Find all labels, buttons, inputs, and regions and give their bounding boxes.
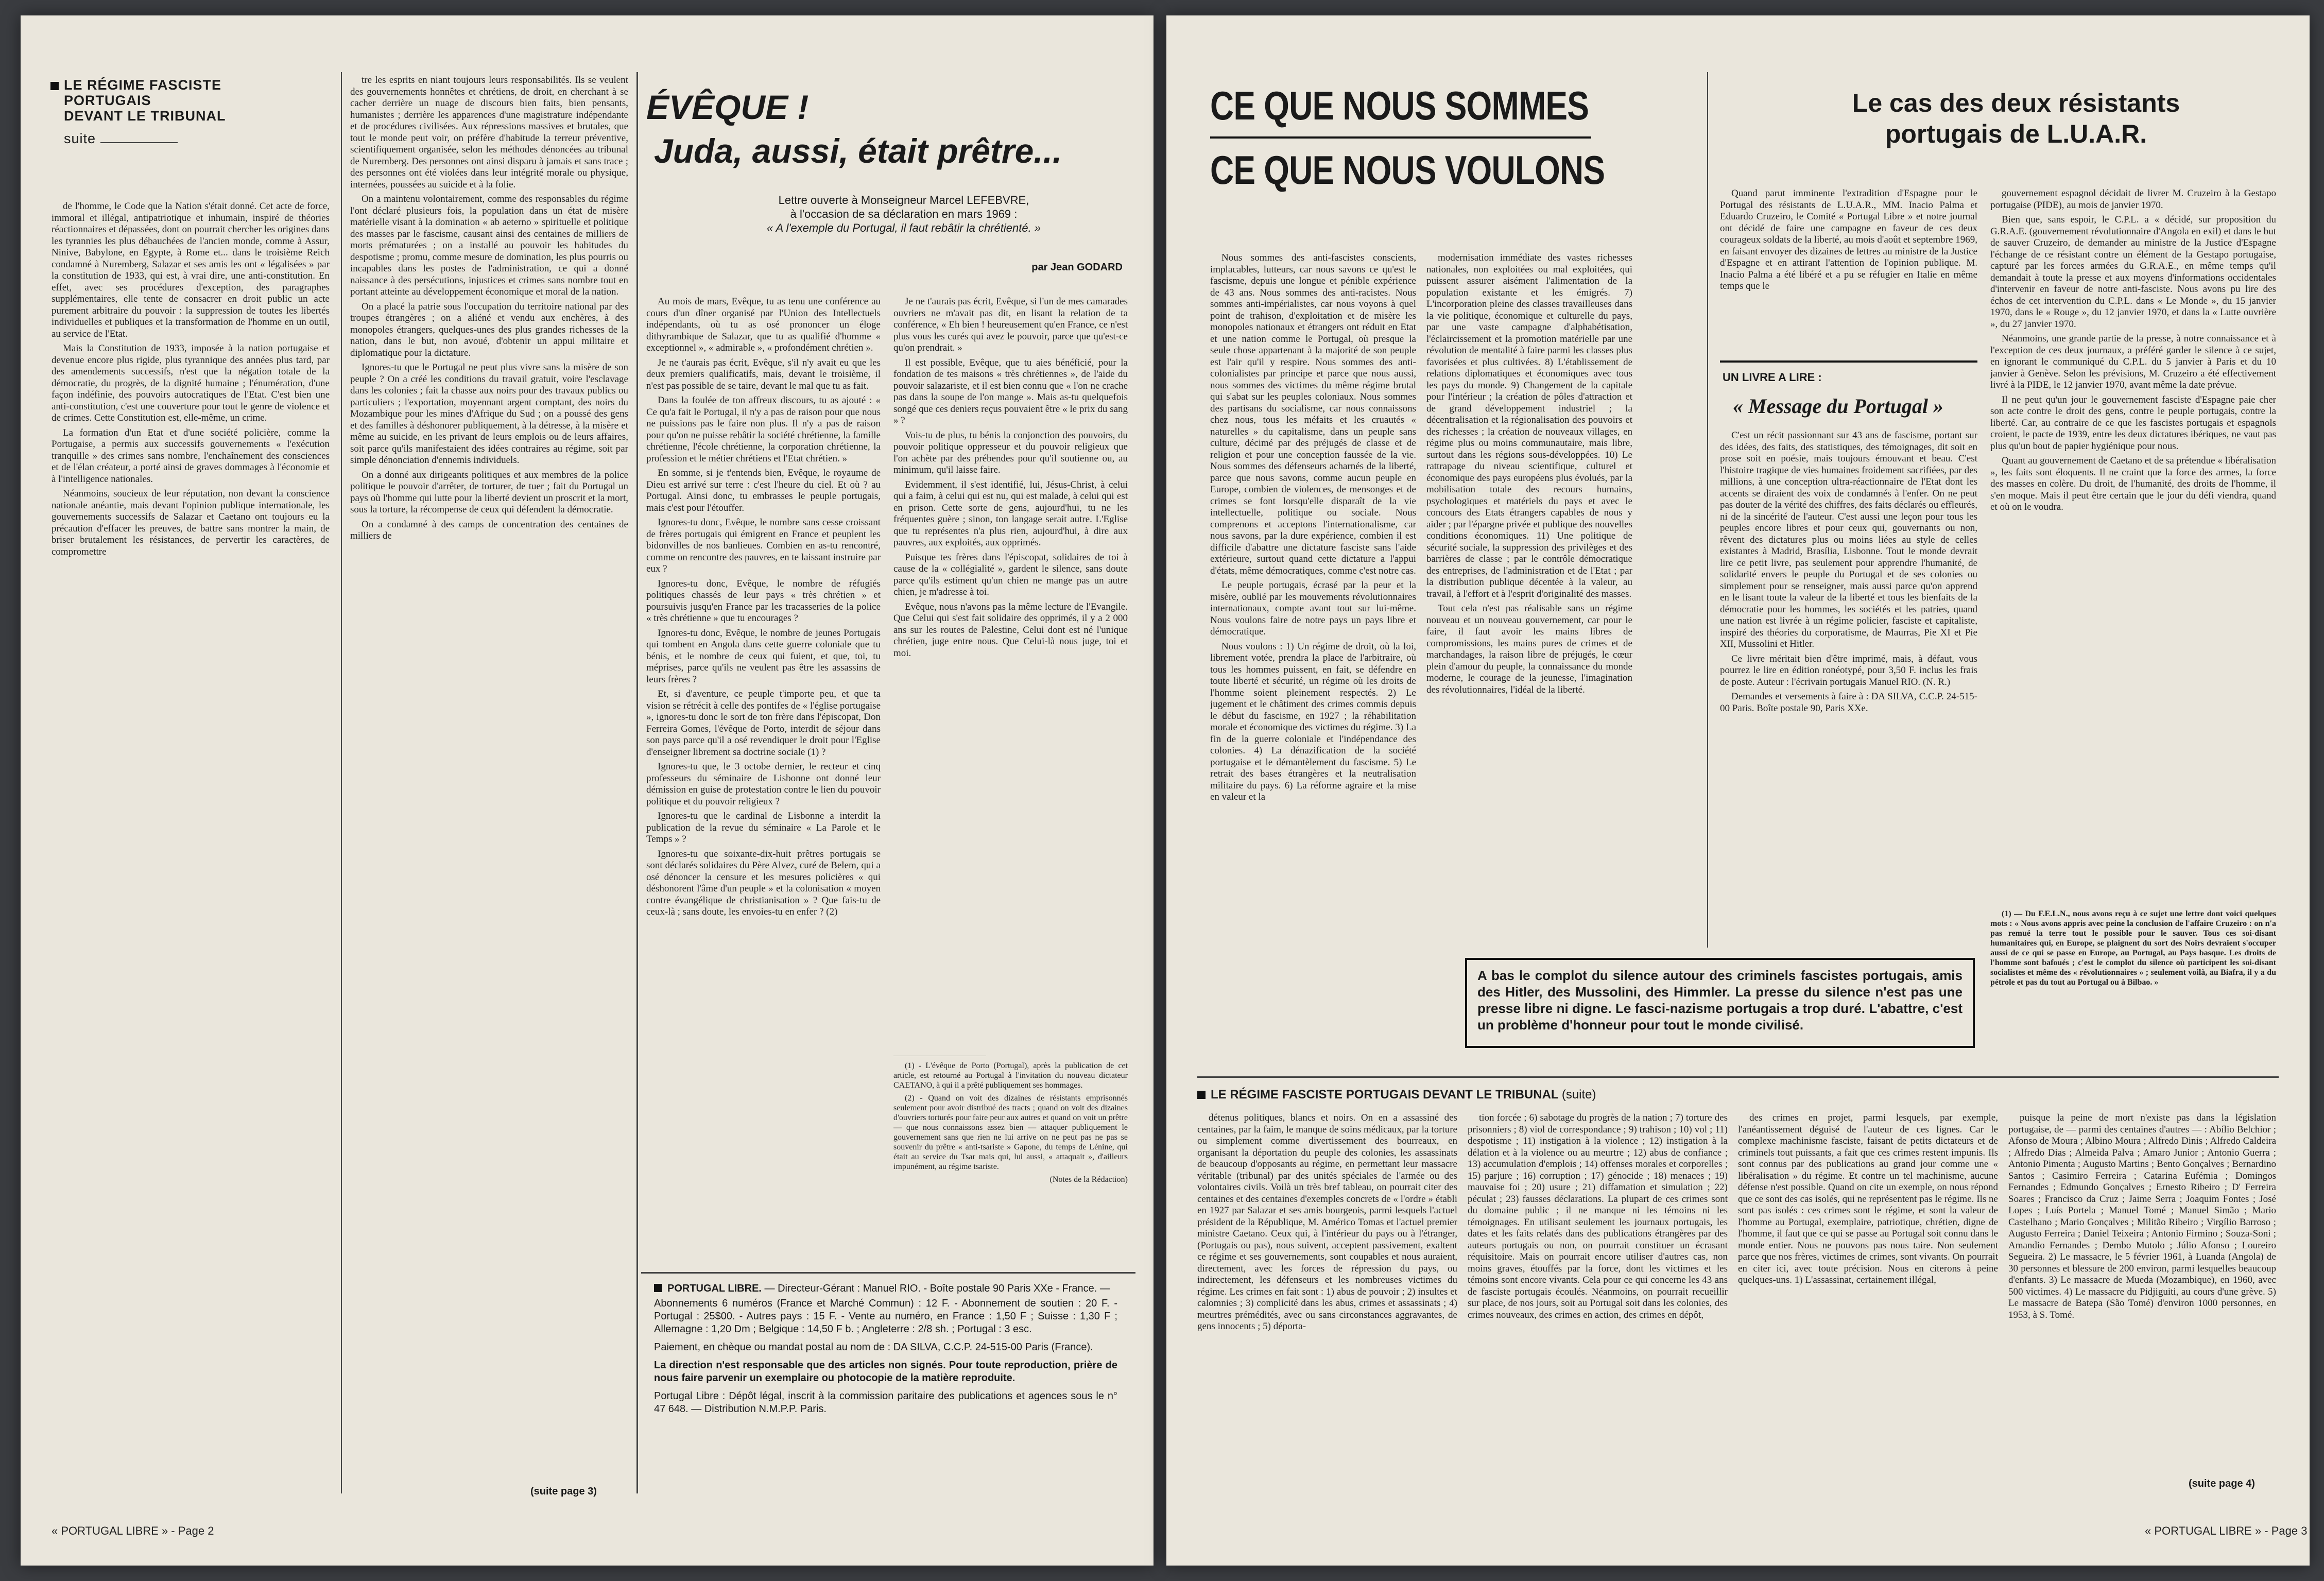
book-label: UN LIVRE A LIRE :: [1723, 371, 1822, 384]
column-divider: [1707, 72, 1708, 948]
eveque-footnotes: (1) - L'évêque de Porto (Portugal), après la publication de cet article, est retourné au Portugal à l'invitation du nouveau dictateur CAETANO, à qui il a prêté publiquement ses hommages. (2) - Quand on voit des dizaines de résistants emprisonnés seulement pour avoir distribué des tracts ; quand on voit des dizaines d'ouvriers torturés pour faire peur aux autres et quand on voit un prêtre — que nous connaissons assez bien — attaquer publiquement le gouvernement sans que rien ne lui arrive on ne peut pas ne pas se souvenir du prêtre « anti-tsariste » Gapone, du temps de Lénine, qui était au service du Tsar mais qui, lui aussi, « attaquait », d'ailleurs impunément, au régime tsariste. (Notes de la Rédaction): [893, 1061, 1128, 1184]
continued-notice: (suite page 3): [530, 1486, 597, 1497]
main-title: CE QUE NOUS SOMMES: [1210, 83, 1589, 128]
page-folio: « PORTUGAL LIBRE » - Page 2: [51, 1524, 214, 1537]
article-intro: Lettre ouverte à Monseigneur Marcel LEFEBVRE, à l'occasion de sa déclaration en mars 1969 : « A l'exemple du Portugal, il faut rebâtir la chrétienté. »: [766, 194, 1041, 234]
article-title-eveque: ÉVÊQUE !: [646, 88, 809, 126]
main-subtitle: CE QUE NOUS VOULONS: [1210, 147, 1605, 193]
luar-column-2: gouvernement espagnol décidait de livrer M. Cruzeiro à la Gestapo portugaise (PIDE), au mois de janvier 1970. Bien que, sans espoir, le C.P.L. a « décidé, sur proposition du G.R.A.E. (gouvernement révolutionnaire d'Angola en exil) et dans le but de sauver Cruzeiro, de demander au ministre de la Justice d'Espagne l'échange de ce résistant contre un élément de la Gestapo portugaise, capturé par les forces armées du G.R.A.E., en même temps qu'il demandait à toute la presse et aux moyens d'informations occidentales d'intervenir en faveur de notre anti-fasciste. Nous avons pu lire des échos de cet intervention du C.P.L. dans « Le Monde », du 15 janvier 1970, dans le « Rouge », du 12 janvier 1970, et dans la « Lutte ouvrière », du 27 janvier 1970. Néanmoins, une grande partie de la presse, à notre connaissance et à l'exception de ces deux journaux, a préféré garder le silence à ce sujet, en ignorant le communiqué du C.P.L. du 5 janvier à Paris et du 10 janvier à Genève. Selon les prévisions, M. Cruzeiro a été effectivement livré à la PIDE, le 12 janvier 1970, avant même la date prévue. Il ne peut qu'un jour le gouvernement fasciste d'Espagne paie cher son acte contre le droit des gens, contre le peuple portugais, contre la liberté. Car, au contraire de ce que les fascistes portugais et espagnols croient, le pacte de 1939, entre les deux dictatures ibériques, ne vaut pas plus qu'un bout de papier hygiénique pour nous. Quant au gouvernement de Caetano et de sa prétendue « libéralisation », les faits sont éloquents. Il ne craint que la force des armes, la force des masses en colère. Du droit, de l'humanité, des droits de l'homme, il s'en moque. Mais il peut être certain que le jour du défi viendra, quand et où on le voudra.: [1990, 188, 2276, 512]
book-rule: [1720, 360, 1977, 363]
book-text: C'est un récit passionnant sur 43 ans de fascisme, portant sur des idées, des faits, des statistiques, des témoignages, dit soit en prose soit en poésie, mais toujours émouvant et beau. C'est l'histoire tragique de vies humaines froidement sacrifiées, par des millions, à une conception ultra-réactionnaire de l'Etat dont les accents se diraient des voix de condamnés à l'enfer. On ne peut pas douter de la vérité des chiffres, des faits déclarés ou effleurés, ni de la sincérité de l'auteur. C'est aussi une leçon pour tous les peuples encore libres et pour ceux qui, gouvernants ou non, rêvent des dictatures plus ou moins liées au style de celles existantes à Madrid, Brasília, Lisbonne. Tout le monde devrait lire ce petit livre, pas seulement pour apprendre l'humanité, de solidarité envers le peuple du Portugal et de ses colonies ou simplement pour se renseigner, mais aussi parce qu'on apprend en le lisant toute la valeur de la liberté et tous les bienfaits de la démocratie pour les hommes, les sociétés et les patries, quand une nation est livrée à un régime policier, fasciste et capitaliste, inspiré des théories du corporatisme, de Maurras, Pie XI et Pie XII, Mussolini et Hitler. Ce livre méritait bien d'être imprimé, mais, à défaut, vous pourrez le lire en édition ronéotypé, pour 3,50 F. inclus les frais de poste. Auteur : l'écrivain portugais Manuel RIO. (N. R.) Demandes et versements à faire à : DA SILVA, C.C.P. 24-515-00 Paris. Boîte postale 90, Paris XXe.: [1720, 430, 1977, 714]
section-rule: [1197, 1076, 2279, 1078]
square-bullet-icon: [1197, 1091, 1206, 1099]
tribunal-column-2: tion forcée ; 6) sabotage du progrès de la nation ; 7) torture des prisonniers ; 8) viol de correspondance ; 9) trahison ; 10) vol ; 11) despotisme ; 11) instigation à la violence ; 12) instigation à la délation et à la violence ou au meurtre ; 12) abus de confiance ; 13) accumulation d'emplois ; 14) offenses morales et corporelles ; 15) parjure ; 16) corruption ; 17) génocide ; 18) menaces ; 19) mauvaise foi ; 20) usure ; 21) diffamation et simulation ; 22) péculat ; 23) fausses déclarations. La plupart de ces crimes sont du domaine public ; il ne manque ni les témoins ni les témoignages. En utilisant seulement les journaux portugais, les dates et les faits relatés dans des publications étrangères par des auteurs portugais ou non, on pourrait constituer un écrasant réquisitoire. Mais on pourrait encore utiliser d'autres cas, non moins graves, étouffés par la force, dont les victimes et les témoins sont encore vivants. Cela pour ce qui concerne les 43 ans de fasciste portugais écoulés. Néanmoins, on pourrait recueillir sur place, de nos jours, soit au Portugal soit dans les colonies, des crimes nouveaux, des crimes en action, des crimes en dépôt,: [1468, 1112, 1728, 1320]
eveque-column-1: Au mois de mars, Evêque, tu as tenu une conférence au cours d'un dîner organisé par l'Union des Intellectuels indépendants, où tu as osé prononcer un éloge dithyrambique de Salazar, que tu as qualifié d'homme « exceptionnel », « admirable », « profondément chrétien ». Je ne t'aurais pas écrit, Evêque, s'il n'y avait eu que les deux premiers qualificatifs, mais, devant le troisième, il n'est pas possible de se taire, devant le mal que tu as fait. Dans la foulée de ton affreux discours, tu as ajouté : « Ce qu'a fait le Portugal, il n'y a pas de raison pour que nous ne puissions pas le faire non plus. Il n'y a pas de raison pour qu'on ne puisse rebâtir la société chrétienne, la famille chrétienne, l'école chrétienne, la corporation chrétienne, la profession et le métier chrétiens et l'Etat chrétien. » En somme, si je t'entends bien, Evêque, le royaume de Dieu est arrivé sur terre : c'est l'heure du ciel. Et où ? au Portugal. Ainsi donc, tu embrasses le peuple portugais, mais c'est pour l'étouffer. Ignores-tu donc, Evêque, le nombre sans cesse croissant de frères portugais qui émigrent en France et peuplent les bidonvilles de nos banlieues. Combien en as-tu rencontré, comme on rencontre des pauvres, en te laissant instruire par eux ? Ignores-tu donc, Evêque, le nombre de réfugiés politiques chassés de leur pays « très chrétien » et poursuivis jusqu'en France par les tracasseries de la police « très chrétienne » que tu encourages ? Ignores-tu donc, Evêque, le nombre de jeunes Portugais qui tombent en Angola dans cette guerre coloniale que tu bénis, et le nombre de ceux qui fuient, et que, toi, tu méprises, parce qu'ils ne veulent pas être les assassins de leurs frères ? Et, si d'aventure, ce peuple t'importe peu, et que ta vision se rétrécit à celle des pontifes de « l'église portugaise », ignores-tu donc le sort de ton frère dans l'épiscopat, Don Ferreira Gomes, l'évêque de Porto, interdit de séjour dans son pays parce qu'il a osé revendiquer le droit pour l'Eglise d'enseigner librement sa doctrine sociale (1) ? Ignores-tu que, le 3 octobe dernier, le recteur et cinq professeurs du séminaire de Lisbonne ont donné leur démission en guise de protestation contre le lien du pouvoir politique et du pouvoir religieux ? Ignores-tu que le cardinal de Lisbonne a interdit la publication de la revue du séminaire « La Parole et le Temps » ? Ignores-tu que soixante-dix-huit prêtres portugais se sont déclarés solidaires du Père Alvez, curé de Belem, qui a osé dénoncer la censure et les mesures policières « qui déshonorent l'âme d'un peuple » et la colonisation « moyen contre évangélique de christianisation » ? Que fais-tu de ceux-là ; sans doute, les envoies-tu en enfer ? (2): [646, 296, 881, 917]
tribunal-column-1: détenus politiques, blancs et noirs. On en a assassiné des centaines, par la faim, le manque de soins médicaux, par la torture ou simplement comme divertissement des bourreaux, en organisant la déportation du peuple des colonies, les assassinats de beaucoup d'opposants au régime, en permettant leur massacre véritable (tribunal) par des unités spéciales de l'armée ou des volontaires civils. Voilà un très bref tableau, on pourrait citer des centaines et des centaines d'exemples concrets de « l'ordre » établi en 1927 par Salazar et ses amis bourgeois, parmi lesquels l'actuel président de la République, M. Américo Tomas et l'actuel premier ministre Caetano. Ceux qui, à l'intérieur du pays ou à l'étranger, (Portugais ou pas), nous suivent, acceptent passivement, exaltent ce régime et ses gouvernements, sont coupables et nous auraient, directement, avec les forces de répression du pays, ou indirectement, les défenseurs et les nombreuses victimes du régime. Les crimes en fait sont : 1) abus de pouvoir ; 2) insultes et calomnies ; 3) complicité dans les abus, crimes et assassinats ; 4) meurtres prémédités, avec ou sans circonstances aggravantes, de gens innocents ; 5) déporta-: [1197, 1112, 1457, 1332]
sommes-column-2: modernisation immédiate des vastes richesses nationales, non exploitées ou mal exploitées, qui puissent assurer aisément l'alimentation de la population existante et les émigrés. 7) L'incorporation pleine des classes travailleuses dans la vie politique, économique et culturelle du pays, par une vaste campagne d'alphabétisation, l'éclaircissement et la promotion matérielle par une révolution de mentalité à faire parmi les classes plus favorisées et plus cultivées. 8) L'établissement de relations diplomatiques et économiques avec tous les pays du monde. 9) Changement de la capitale pour l'intérieur ; la création de pôles d'attraction et de grand développement industriel ; la décentralisation et la régionalisation des pouvoirs et des richesses ; la création de nouveaux villages, en régime plus ou moins communautaire, mais libre, surtout dans les régions sous-développées. 10) Le rattrapage du niveau scientifique, culturel et économique des pays européens plus évolués, par la mobilisation totale des recours humains, psychologiques et matériels du pays et avec le concours des Etats étrangers capables de nous y aider ; par l'épargne privée et publique des nouvelles conditions économiques. 11) Une politique de sécurité sociale, la suppression des privilèges et des barrières de classe ; par le contrôle démocratique des entreprises, de l'administration et de l'Etat ; par la distribution publique décentée à la valeur, au travail, à l'effort et à l'esprit d'originalité des masses. Tout cela n'est pas réalisable sans un régime nouveau et un nouveau gouvernement, car pour le faire, il faut avoir les mains libres de compromissions, les mains pures de crimes et de marchandages, la raison libre de préjugés, le cœur plein d'amour du peuple, la connaissance du monde moderne, le courage de la jeunesse, l'imagination des révolutionnaires, l'idéal de la liberté.: [1426, 252, 1632, 695]
article-heading: LE RÉGIME FASCISTE PORTUGAIS DEVANT LE TRIBUNAL suite: [50, 77, 349, 146]
tribunal-column-4: puisque la peine de mort n'existe pas dans la législation portugaise, de — parmi des centaines d'autres — : Abílio Belchior ; Afonso de Moura ; Albino Moura ; Alfredo Dinis ; Alfredo Caldeira ; Alfredo Dias ; Almeida Palva ; Amaro Junior ; Antonio Guerra ; Antonio Pimenta ; Augusto Martins ; Bento Gonçalves ; Bernardino Santos ; Casimiro Ferreira ; Catarina Eufémia ; Domingos Fernandes ; Edmundo Gonçalves ; Ernesto Ribeiro ; D' Ferreira Soares ; Francisco da Cruz ; Jaime Serra ; Joaquim Fontes ; José Lopes ; Luís Portela ; Manuel Tomé ; Manuel Simão ; Mario Castelhano ; Mario Gonçalves ; Militão Ribeiro ; Virgílio Barroso ; Augusto Ferreira ; Daniel Teixeira ; Antonio Firmino ; Souza-Soni ; Amandio Fernandes ; Dembo Mutolo ; Júlio Afonso ; Loureiro Segueira. 2) Le massacre, le 5 février 1961, à Luanda (Angola) de 30 personnes et blessure de 200 environ, parmi lesquelles beaucoup d'enfants. 3) Le massacre de Mueda (Mozambique), en 1960, avec 500 victimes. 4) Le massacre du Pidjiguiti, au cours d'une grève. 5) Le massacre de Batepa (São Tomé) d'environ 1000 personnes, en 1953, à S. Tomé.: [2008, 1112, 2276, 1320]
article1-column-2: tre les esprits en niant toujours leurs responsabilités. Ils se veulent des gouvernements honnêtes et chrétiens, de droit, en cherchant à se cacher derrière un nuage de discours bien faits, bien pensants, humanistes ; derrière les apparences d'une magistrature indépendante et de procédures civilisées. Aux répressions massives et brutales, que tout le monde peut voir, on préfère d'habitude la terreur préventive, scientifiquement organisée, selon les méthodes dénoncées au tribunal de Nuremberg. Des personnes ont ainsi disparu à jamais et sans trace ; des personnes ont été violées dans leur intégrité morale ou physique, internées, poussées au suicide et à la folie. On a maintenu volontairement, comme des responsables du régime l'ont déclaré plusieurs fois, la population dans un état de misère matérielle visant à la domination « ab aeterno » spirituelle et politique des masses par le fascisme, causant ainsi des centaines de milliers de morts prématurées ; on a installé au pouvoir les habitudes du despotisme ; promu, comme mesure de domination, les plus pourris ou incapables dans les postes de l'administration, ce qui a donné naissance à des persécutions, injustices et crimes sans nombre tout en portant atteinte au développement économique et moral de la nation. On a placé la patrie sous l'occupation du territoire national par des troupes étrangères ; on a aliéné et vendu aux enchères, à des monopoles étrangers, quelques-unes des plus grandes richesses de la nation, dans le but, non avoué, d'obtenir un appui militaire et diplomatique pour la dictature. Ignores-tu que le Portugal ne peut plus vivre sans la misère de son peuple ? On a créé les conditions du travail gratuit, voire l'esclavage dans les colonies ; fait la chasse aux noirs pour des travaux publics ou particuliers ; l'exportation, moyennant argent comptant, des noirs du Mozambique pour les mines d'Afrique du Sud ; on a poussé des gens et des familles à déshonorer publiquement, à la détresse, à la misère et même au suicide, en les privant de leurs emplois ou de leurs affaires, soit parce qu'ils manifestaient des idées contraires au régime, soit par simple dénonciation d'ennemis individuels. On a donné aux dirigeants politiques et aux membres de la police politique le pouvoir d'arrêter, de torturer, de tuer ; fait du Portugal un pays où l'homme qui lutte pour la liberté devient un proscrit et la mort, sous la torture, la récompense de ceux qui défendent la démocratie. On a condamné à des camps de concentration des centaines de milliers de: [350, 75, 628, 541]
newspaper-page-2: [21, 15, 1154, 1566]
article-subtitle: Juda, aussi, était prêtre...: [654, 132, 1062, 170]
title-rule: [1210, 136, 1591, 139]
continued-notice: (suite page 4): [2189, 1478, 2255, 1489]
page-folio: « PORTUGAL LIBRE » - Page 3: [2145, 1524, 2308, 1537]
eveque-column-2: Je ne t'aurais pas écrit, Evêque, si l'un de mes camarades ouvriers ne m'avait pas dit, en lisant la relation de ta conférence, « Eh bien ! heureusement qu'en France, ce n'est plus vous les curés qui avez le pouvoir, parce que qu'est-ce qu'on prendrait. » Il est possible, Evêque, que tu aies bénéficié, pour la fondation de tes maisons « très chrétiennes », de l'aide du pouvoir salazariste, et il est bien connu que « l'on ne crache pas dans la soupe de l'on mange ». Mais as-tu quelquefois songé que ces deniers reçus pouvaient être « le prix du sang » ? Vois-tu de plus, tu bénis la conjonction des pouvoirs, du pouvoir politique oppresseur et du pouvoir religieux que l'on achète par des prébendes pour qu'il soutienne ou, au minimum, qu'il laisse faire. Evidemment, il s'est identifié, lui, Jésus-Christ, à celui qui a faim, à celui qui est nu, qui est malade, à celui qui est en prison. Cette sorte de gens, aujourd'hui, tu ne les fréquentes guère ; sinon, ton langage serait autre. L'Eglise que tu représentes n'a plus rien, aujourd'hui, à dire aux pauvres, aux exploités, aux opprimés. Puisque tes frères dans l'épiscopat, solidaires de toi à cause de la « collégialité », gardent le silence, sans doute parce qu'ils estiment qu'un chien ne mange pas un autre chien, je m'adresse à toi. Evêque, nous n'avons pas la même lecture de l'Evangile. Que Celui qui s'est fait solidaire des opprimés, il y a 2 000 ans sur les routes de Palestine, Celui dont est né l'unique chrétien, juge entre nous. Que Celui-là nous juge, toi et moi.: [893, 296, 1128, 659]
byline: par Jean GODARD: [1031, 262, 1123, 273]
column-divider: [636, 72, 638, 1493]
square-bullet-icon: [654, 1284, 662, 1292]
masthead-rule: [641, 1272, 1135, 1274]
luar-column-1: Quand parut imminente l'extradition d'Espagne pour le Portugal des résistants de L.U.A.R., MM. Inacio Palma et Eduardo Cruzeiro, le Comité « Portugal Libre » et notre journal ont décidé de faire une campagne en faveur de ces deux courageux soldats de la liberté, au mois d'août et septembre 1969, en faisant envoyer des dizaines de lettres au ministre de la Justice d'Espagne et en attirant l'attention de l'opinion publique. M. Inacio Palma a été libéré et a pu se réfugier en Italie en même temps que le: [1720, 188, 1977, 291]
tribunal-heading: LE RÉGIME FASCISTE PORTUGAIS DEVANT LE TRIBUNAL (suite): [1197, 1088, 1596, 1102]
luar-title: Le cas des deux résistants portugais de L.U.A.R.: [1852, 89, 2180, 148]
article1-column-1: de l'homme, le Code que la Nation s'était donné. Cet acte de force, immoral et illégal, antipatriotique et inhumain, inspiré de théories réactionnaires et dépassées, dont on pourrait chercher les origines dans les tyrannies les plus débauchées de l'ancien monde, comme à Assur, Ninive, Babylone, en Egypte, à Rome et... dans le troisième Reich condamné à Nuremberg, Salazar et ses amis les ont « légalisées » par la constitution de 1933, qui est, à vrai dire, une anti-constitution. En effet, avec ses procédures d'exception, des paragraphes supplémentaires, elle tente de consacrer en droit public un acte purement arbitraire du pouvoir : la suppression de toutes les libertés individuelles et publiques et la transformation de l'homme en un outil, au service de l'Etat. Mais la Constitution de 1933, imposée à la nation portugaise et devenue encore plus rigide, plus tyrannique des années plus tard, par des amendements successifs, n'est que la négation totale de la démocratie, du progrès, de la dignité humaine ; l'énumération, d'une façon indéfinie, des pouvoirs autocratiques de l'Etat. C'est bien une anti-constitution, c'est une couverture pour tout le genre de violence et de crimes. Cette Constitution est, elle-même, un crime. La formation d'un Etat et d'une société policière, comme la Portugaise, a permis aux successifs gouvernements « l'exécution tranquille » des crimes sans nombre, l'enchaînement des consciences et de l'élan créateur, a porté ainsi de graves dommages à l'économie et à l'intelligence nationales. Néanmoins, soucieux de leur réputation, non devant la conscience nationale anéantie, mais devant l'opinion publique internationale, les gouvernements successifs de Salazar et Caetano ont toujours eu la précaution d'effacer les preuves, de battre sans montrer la main, de briser brutalement les résistances, de pervertir les caractères, de compromettre: [51, 201, 330, 557]
newspaper-page-3: [1166, 15, 2310, 1566]
masthead-box: PORTUGAL LIBRE. — Directeur-Gérant : Manuel RIO. - Boîte postale 90 Paris XXe - France. — Abonnements 6 numéros (France et Marché Commun) : 12 F. - Abonnement de soutien : 20 F. - Portugal : 25$00. - Autres pays : 15 F. - Vente au numéro, en France : 1,50 F ; Suisse : 1,30 F ; Allemagne : 1,20 Dm ; Belgique : 14,50 F b. ; Angleterre : 2/8 sh. ; Portugal : 3 esc. Paiement, en chèque ou mandat postal au nom de : DA SILVA, C.C.P. 24-515-00 Paris (France). La direction n'est responsable que des articles non signés. Pour toute reproduction, prière de nous faire parvenir un exemplaire ou photocopie de la matière reproduite. Portugal Libre : Dépôt légal, inscrit à la commission paritaire des publications et agences sous le n° 47 648. — Distribution N.M.P.P. Paris.: [654, 1283, 1117, 1415]
tribunal-column-3: des crimes en projet, parmi lesquels, par exemple, l'anéantissement déguisé de l'auteur de ces lignes. Car le complexe machinisme fasciste, faisant de petits dictateurs et de criminels tout puissants, a fait que ces crimes restent impunis. Ils sont connus par des publications au grand jour comme une « libéralisation » du régime. Et contre un tel machinisme, aucune défense n'est possible. Quand on cite un exemple, on nous répond que ce sont des cas isolés, qui ne représentent pas le régime. Ils ne sont pas isolés : ces crimes sont le régime, et sont la valeur de l'homme au Portugal, exemplaire, patriotique, chrétien, digne de l'homme, il faut que ce qui se passe au Portugal soit connu dans le monde entier. Nous ne pouvons pas nous taire. Non seulement parce que nos frères, victimes de crimes, sont vivants. On pourrait en citer ici, avec toute précision. Nous en citerons à peine quelques-uns. 1) L'assassinat, certainement illégal,: [1738, 1112, 1998, 1285]
sommes-column-1: Nous sommes des anti-fascistes conscients, implacables, lutteurs, car nous savons ce qu'est le fascisme, depuis une longue et pénible expérience de 43 ans. Nous sommes des anti-racistes. Nous sommes anti-impérialistes, car nous voyons à quel point de trahison, d'exploitation et de misère les monopoles nationaux et étrangers ont réduit en Etat et une nation comme le Portugal, où presque la seule chose appartenant à la majorité de son peuple est l'air qu'il y respire. Nous sommes des anti-colonialistes par principe et parce que nous aussi, nous sommes des victimes du même régime brutal qui s'abat sur les peuples coloniaux. Nous sommes des partisans du socialisme, car nous connaissons chez nous, tous les méfaits et les cruautés « naturelles » du capitalisme, dans un peuple sans culture, décimé par des préjugés de classe et de religion et pour une conception faussée de la vie. Nous sommes des défenseurs acharnés de la liberté, parce que nous savons, comme aucun peuple en Europe, combien de violences, de mensonges et de crimes se font lorsqu'elle disparaît de la vie intellectuelle, politique ou sociale. Nous comprenons et acceptons l'internationalisme, car nous savons, par la dure expérience, combien il est difficile d'abattre une dictature fasciste sans l'aide extérieure, surtout quand cette dictature a l'appui d'états, même démocratiques, comme c'est notre cas. Le peuple portugais, écrasé par la peur et la misère, oublié par les mouvements révolutionnaires internationaux, compte avant tout sur lui-même. Nous voulons faire de notre pays un pays libre et démocratique. Nous voulons : 1) Un régime de droit, où la loi, librement votée, prendra la place de l'arbitraire, où tous les hommes puissent, en fait, se défendre en toute liberté et sécurité, un régime où les droits de l'homme soient pleinement respectés. 2) Le jugement et le châtiment des crimes commis depuis le début du fascisme, en 1927 ; la réhabilitation morale et économique des victimes du régime. 3) La fin de la guerre coloniale et l'indépendance des colonies. 4) La dénazification de la société portugaise et le démantèlement du fascisme. 5) Le retrait des bases étrangères et la neutralisation militaire du pays. 6) La réforme agraire et la mise en valeur et la: [1210, 252, 1416, 802]
column-divider: [341, 72, 342, 1493]
square-bullet-icon: [50, 82, 59, 90]
luar-footnote: (1) — Du F.E.L.N., nous avons reçu à ce sujet une lettre dont voici quelques mots : « Nous avons appris avec peine la conclusion de l'affaire Cruzeiro : on n'a pas remué la terre tout le possible pour le sauver. Tous ces soi-disant humanitaires qui, en Europe, se plaignent du sort des Noirs devraient s'occuper aussi de ce qui se passe en Europe, au Portugal, au Pays basque. Les droits de l'homme sont bafoués ; c'est le complot du silence où participent les soi-disant socialistes et même des « révolutionnaires » ; seulement voilà, au Biafra, il y a du pétrole et pas du tout au Portugal ou à Bilbao. »: [1990, 909, 2276, 987]
book-title: « Message du Portugal »: [1733, 394, 1943, 418]
protest-banner: A bas le complot du silence autour des criminels fascistes portugais, amis des Hitler, des Mussolini, des Himmler. La presse du silence n'est pas une presse libre ni digne. Le fasci-nazisme portugais a trop duré. L'abattre, c'est un problème d'honneur pour tout le monde civilisé.: [1465, 958, 1975, 1048]
